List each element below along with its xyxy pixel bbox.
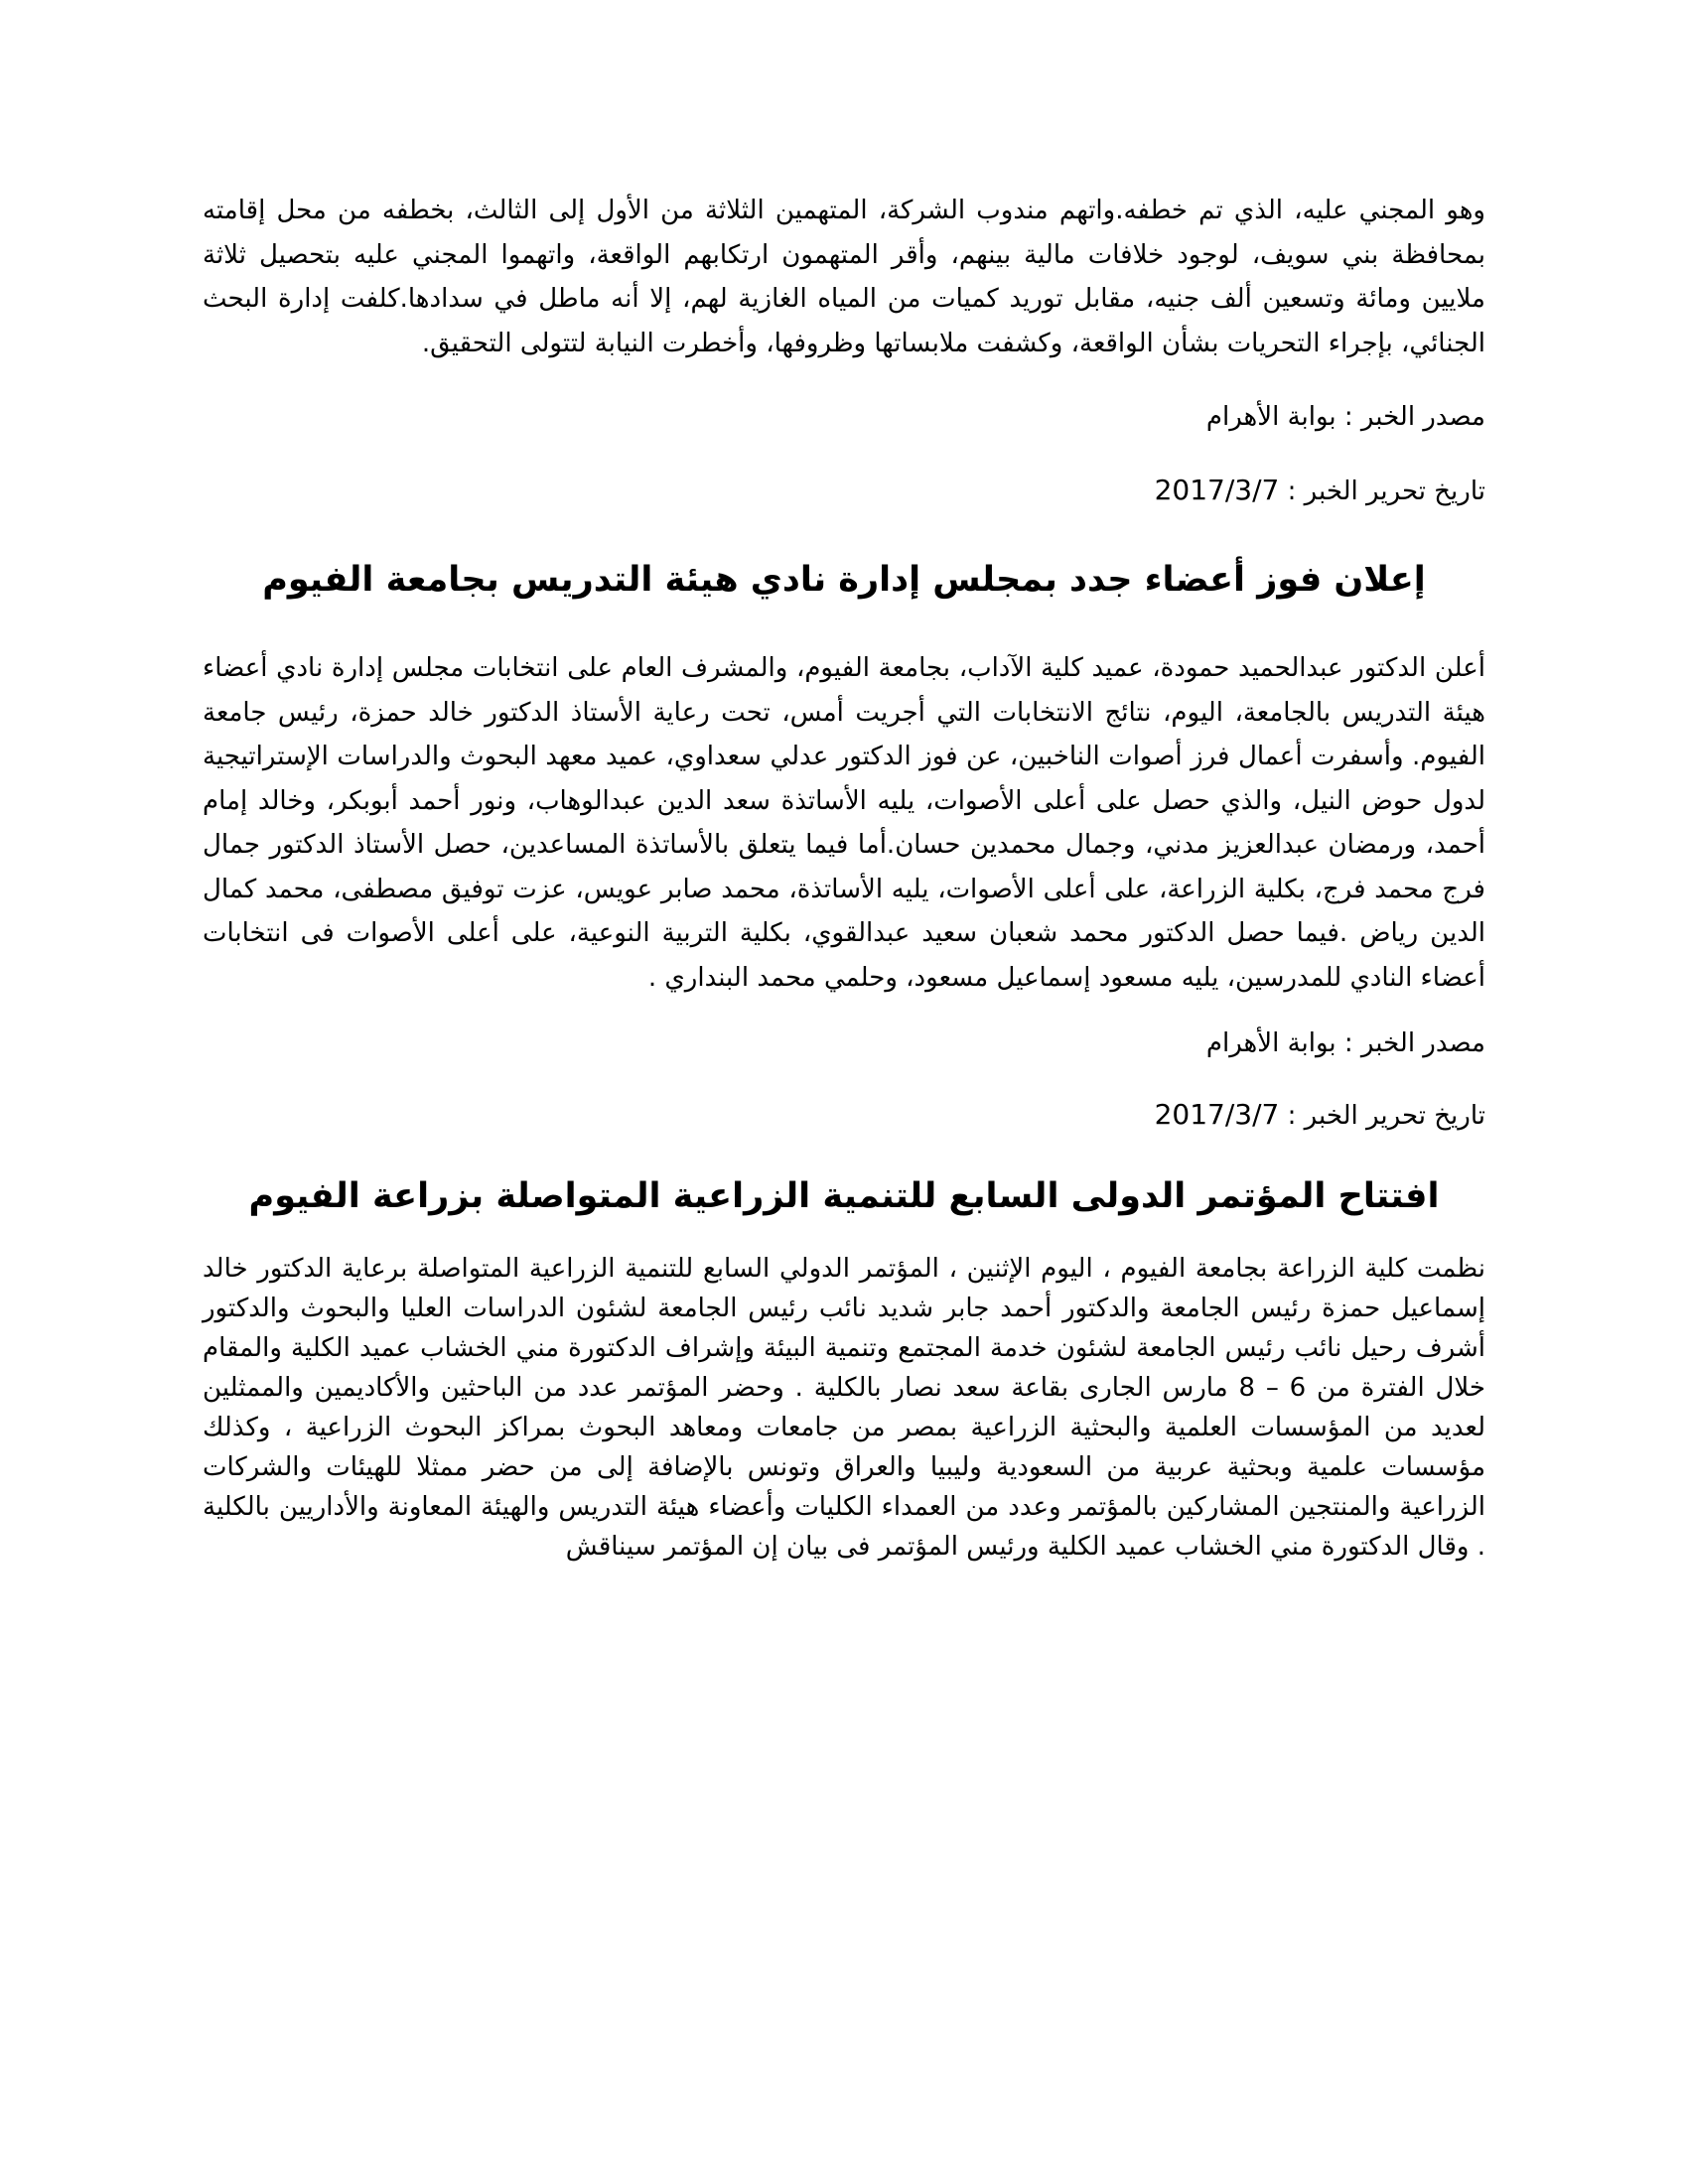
news-source: مصدر الخبر : بوابة الأهرام	[1205, 402, 1485, 432]
article-title: افتتاح المؤتمر الدولى السابع للتنمية الزراعية المتواصلة بزراعة الفيوم	[248, 1176, 1440, 1216]
news-source: مصدر الخبر : بوابة الأهرام	[1205, 1028, 1485, 1058]
news-date	[203, 1095, 1485, 1136]
news-date-value: 2017/3/7	[1154, 1098, 1280, 1131]
article-body: نظمت كلية الزراعة بجامعة الفيوم ، اليوم الإثنين ، المؤتمر الدولي السابع للتنمية الزراعية المتواصلة برعاية الدكتور خالد إسماعيل حمزة رئيس الجامعة والدكتور أحمد جابر شديد نائب رئيس الجامعة لشئون الدراسات العليا والبحوث والدكتور أشرف رحيل نائب رئيس الجامعة لشئون خدمة المجتمع وتنمية البيئة وإشراف الدكتورة مني الخشاب عميد الكلية والمقام خلال الفترة من 6 – 8 مارس الجارى بقاعة سعد نصار بالكلية . وحضر المؤتمر عدد من الباحثين والأكاديمين والممثلين لعديد من المؤسسات العلمية والبحثية الزراعية بمصر من جامعات ومعاهد البحوث بمراكز البحوث الزراعية ، وكذلك مؤسسات علمية وبحثية عربية من السعودية وليبيا والعراق وتونس بالإضافة إلى من حضر ممثلا للهيئات والشركات الزراعية والمنتجين المشاركين بالمؤتمر وعدد من العمداء الكليات وأعضاء هيئة التدريس والهيئة المعاونة والأداريين بالكلية . وقال الدكتورة مني الخشاب عميد الكلية ورئيس المؤتمر فى بيان إن المؤتمر سيناقش	[203, 1254, 1485, 1562]
news-date-label: تاريخ تحرير الخبر :	[1287, 1101, 1485, 1131]
article-body: أعلن الدكتور عبدالحميد حمودة، عميد كلية الآداب، بجامعة الفيوم، والمشرف العام على انتخابات مجلس إدارة نادي أعضاء هيئة التدريس بالجامعة، اليوم، نتائج الانتخابات التي أجريت أمس، تحت رعاية الأستاذ الدكتور خالد حمزة، رئيس جامعة الفيوم. وأسفرت أعمال فرز أصوات الناخبين، عن فوز الدكتور عدلي سعداوي، عميد معهد البحوث والدراسات الإستراتيجية لدول حوض النيل، والذي حصل على أعلى الأصوات، يليه الأساتذة سعد الدين عبدالوهاب، ونور أحمد أبوبكر، وخالد إمام أحمد، ورمضان عبدالعزيز مدني، وجمال محمدين حسان.أما فيما يتعلق بالأساتذة المساعدين، حصل الأستاذ الدكتور جمال فرج محمد فرج، بكلية الزراعة، على أعلى الأصوات، يليه الأساتذة، محمد صابر عويس، عزت توفيق مصطفى، محمد كمال الدين رياض .فيما حصل الدكتور محمد شعبان سعيد عبدالقوي، بكلية التربية النوعية، على أعلى الأصوات فى انتخابات أعضاء النادي للمدرسين، يليه مسعود إسماعيل مسعود، وحلمي محمد البنداري .	[203, 653, 1485, 993]
article-title: إعلان فوز أعضاء جدد بمجلس إدارة نادي هيئة التدريس بجامعة الفيوم	[262, 560, 1426, 600]
news-date	[203, 471, 1485, 511]
news-date-label: تاريخ تحرير الخبر :	[1287, 477, 1485, 506]
article-body: وهو المجني عليه، الذي تم خطفه.واتهم مندوب الشركة، المتهمين الثلاثة من الأول إلى الثالث، بخطفه من محل إقامته بمحافظة بني سويف، لوجود خلافات مالية بينهم، وأقر المتهمون ارتكابهم الواقعة، واتهموا المجني عليه بتحصيل ثلاثة ملايين ومائة وتسعين ألف جنيه، مقابل توريد كميات من المياه الغازية لهم، إلا أنه ماطل في سدادها.كلفت إدارة البحث الجنائي، بإجراء التحريات بشأن الواقعة، وكشفت ملابساتها وظروفها، وأخطرت النيابة لتتولى التحقيق.	[203, 196, 1485, 358]
news-date-value: 2017/3/7	[1154, 474, 1280, 506]
